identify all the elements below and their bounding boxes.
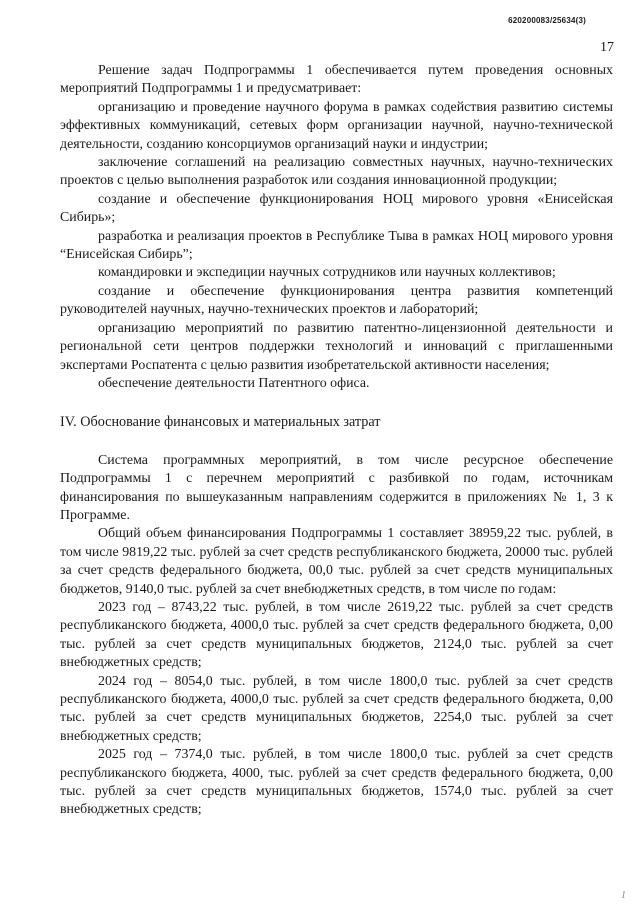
paragraph: 2025 год – 7374,0 тыс. рублей, в том числе 1800,0 тыс. рублей за счет средств республиканского бюджета, 4000, тыс. рублей за счет средств федерального бюджета, 0,00 тыс. рублей за счет средств муниципальных бюджетов, 1574,0 тыс. рублей за счет внебюджетных средств; [60, 747, 613, 818]
document-code: 620200083/25634(3) [508, 16, 586, 25]
paragraph: Решение задач Подпрограммы 1 обеспечивается путем проведения основных мероприятий Подпрограммы 1 и предусматривает: [60, 63, 613, 97]
list-item: организацию и проведение научного форума в рамках содействия развитию системы эффективных коммуникаций, сетевых форм организации научной, научно-технической деятельности, созданию консорциумов организаций науки и индустрии; [60, 99, 613, 152]
list-item: заключение соглашений на реализацию совместных научных, научно-технических проектов с целью выполнения разработок или создания инновационной продукции; [60, 155, 613, 189]
list-item: обеспечение деятельности Патентного офиса. [98, 375, 370, 391]
page-number: 17 [600, 40, 614, 55]
paragraph: Общий объем финансирования Подпрограммы 1 составляет 38959,22 тыс. рублей, в том числе 9819,22 тыс. рублей за счет средств республиканского бюджета, 20000 тыс. рублей за счет средств федерального бюджета, 00,0 тыс. рублей за счет средств муниципальных бюджетов, 9140,0 тыс. рублей за счет внебюджетных средств, в том числе по годам: [60, 526, 613, 597]
list-item: создание и обеспечение функционирования центра развития компетенций руководителей научных, научно-технических проектов и лабораторий; [60, 283, 613, 318]
section-heading: IV. Обоснование финансовых и материальных затрат [60, 414, 381, 431]
paragraph: 2023 год – 8743,22 тыс. рублей, в том числе 2619,22 тыс. рублей за счет средств республиканского бюджета, 4000,0 тыс. рублей за счет средств федерального бюджета, 0,00 тыс. рублей за счет средств муниципальных бюджетов, 2124,0 тыс. рублей за счет внебюджетных средств; [60, 599, 613, 671]
paragraph: 2024 год – 8054,0 тыс. рублей, в том числе 1800,0 тыс. рублей за счет средств республиканского бюджета, 4000,0 тыс. рублей за счет средств федерального бюджета, 0,00 тыс. рублей за счет средств муниципальных бюджетов, 2254,0 тыс. рублей за счет внебюджетных средств; [60, 673, 613, 744]
list-item: командировки и экспедиции научных сотрудников или научных коллективов; [98, 265, 556, 281]
list-item: создание и обеспечение функционирования НОЦ мирового уровня «Енисейская Сибирь»; [60, 191, 613, 226]
paragraph: Система программных мероприятий, в том числе ресурсное обеспечение Подпрограммы 1 с перечнем мероприятий с разбивкой по годам, источникам финансирования по вышеуказанным направлениям содержится в приложениях № 1, 3 к Программе. [60, 452, 613, 523]
document-body [60, 62, 613, 820]
list-item: разработка и реализация проектов в Республике Тыва в рамках НОЦ мирового уровня “Енисейская Сибирь”; [60, 228, 613, 263]
list-item: организацию мероприятий по развитию патентно-лицензионной деятельности и региональной сети центров поддержки технологий и инноваций с приглашенными экспертами Роспатента с целью развития изобретательской активности населения; [60, 320, 613, 373]
corner-handwritten-mark: 1 [621, 890, 626, 901]
